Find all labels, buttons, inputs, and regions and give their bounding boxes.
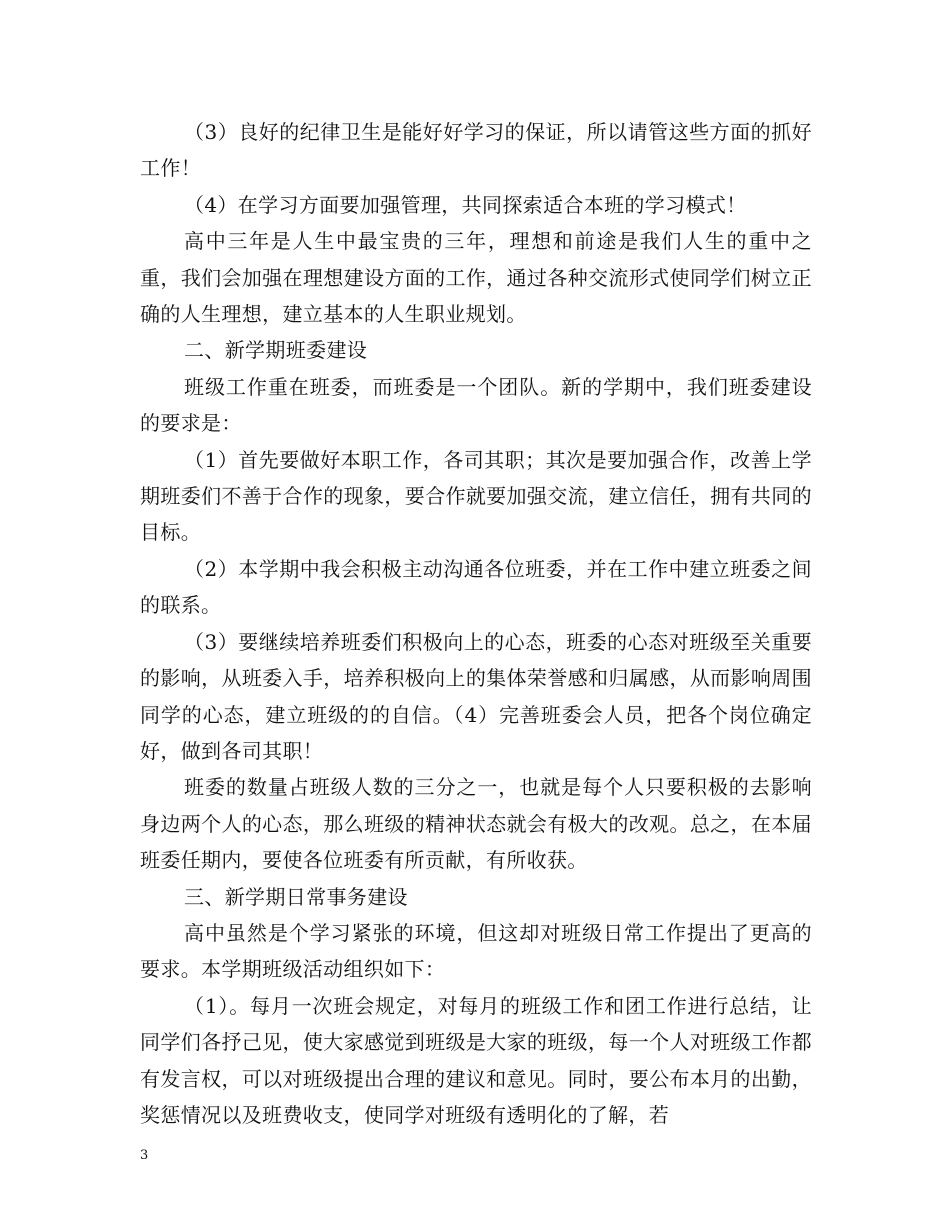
section-heading: 二、新学期班委建设 bbox=[184, 338, 368, 363]
paragraph: （4）在学习方面要加强管理，共同探索适合本班的学习模式！ bbox=[184, 192, 747, 217]
page-number: 3 bbox=[140, 1148, 149, 1163]
paragraph: （1）首先要做好本职工作，各司其职；其次是要加强合作，改善上学期班委们不善于合作的现象，要合作就要加强交流，建立信任，拥有共同的目标。 bbox=[140, 447, 812, 545]
section-heading: 三、新学期日常事务建设 bbox=[184, 884, 408, 909]
page-body bbox=[140, 114, 812, 1133]
paragraph: （1）。每月一次班会规定，对每月的班级工作和团工作进行总结，让同学们各抒己见，使大家感觉到班级是大家的班级，每一个人对班级工作都有发言权，可以对班级提出合理的建议和意见。同时，要公布本月的出勤，奖惩情况以及班费收支，使同学对班级有透明化的了解，若 bbox=[140, 993, 812, 1127]
paragraph: 高中虽然是个学习紧张的环境，但这却对班级日常工作提出了更高的要求。本学期班级活动组织如下： bbox=[140, 920, 812, 982]
paragraph: 班委的数量占班级人数的三分之一，也就是每个人只要积极的去影响身边两个人的心态，那么班级的精神状态就会有极大的改观。总之，在本届班委任期内，要使各位班委有所贡献，有所收获。 bbox=[140, 775, 812, 873]
paragraph: 高中三年是人生中最宝贵的三年，理想和前途是我们人生的重中之重，我们会加强在理想建设方面的工作，通过各种交流形式使同学们树立正确的人生理想，建立基本的人生职业规划。 bbox=[140, 229, 812, 327]
paragraph: （2）本学期中我会积极主动沟通各位班委，并在工作中建立班委之间的联系。 bbox=[140, 556, 812, 618]
paragraph: 班级工作重在班委，而班委是一个团队。新的学期中，我们班委建设的要求是： bbox=[140, 374, 812, 436]
paragraph: （3）要继续培养班委们积极向上的心态，班委的心态对班级至关重要的影响，从班委入手，培养积极向上的集体荣誉感和归属感，从而影响周围同学的心态，建立班级的的自信。（4）完善班委会人员，把各个岗位确定好，做到各司其职！ bbox=[140, 629, 812, 763]
paragraph: （3）良好的纪律卫生是能好好学习的保证，所以请管这些方面的抓好工作！ bbox=[140, 120, 812, 181]
